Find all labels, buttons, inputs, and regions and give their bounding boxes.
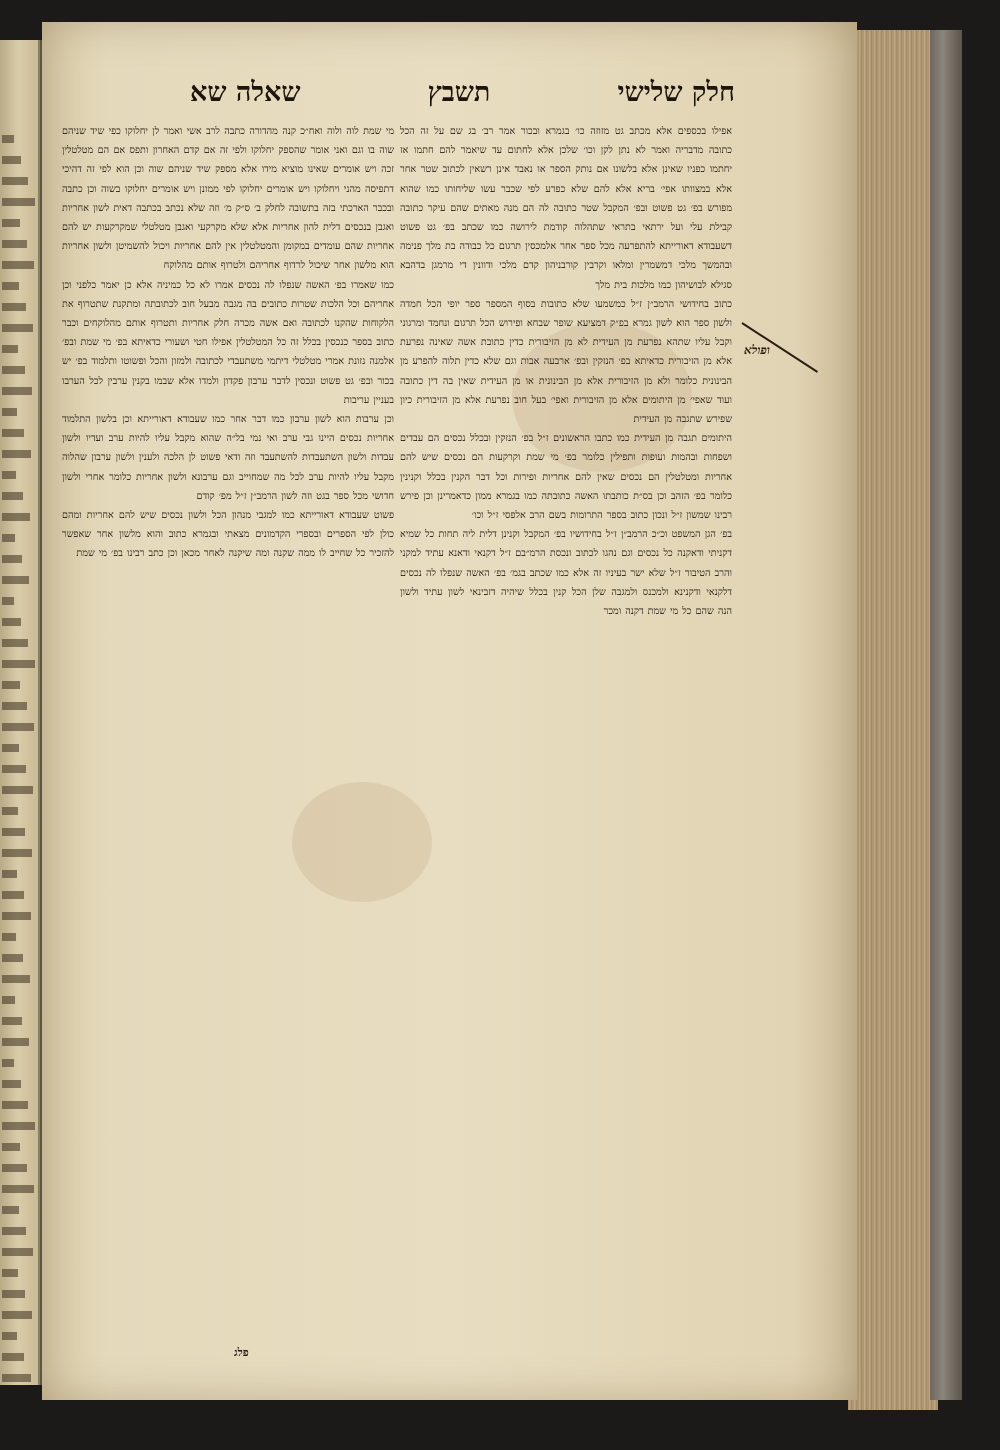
previous-page-text-fragment bbox=[2, 387, 32, 395]
previous-page-text-fragment bbox=[2, 534, 15, 542]
previous-page-text-fragment bbox=[2, 1017, 22, 1025]
previous-page-text-fragment bbox=[2, 744, 19, 752]
header-center-title: תשבץ bbox=[427, 76, 491, 108]
previous-page-text-fragment bbox=[2, 345, 18, 353]
previous-page-text-fragment bbox=[2, 1185, 34, 1193]
previous-page-text-fragment bbox=[2, 1353, 24, 1361]
previous-page-text-fragment bbox=[2, 1206, 19, 1214]
previous-page-text-fragment bbox=[2, 954, 23, 962]
previous-page-text-fragment bbox=[2, 765, 26, 773]
previous-page-text-fragment bbox=[2, 576, 29, 584]
previous-page-text-fragment bbox=[2, 513, 30, 521]
text-paragraph: וכן ערבות הוא לשון ערבון כמו דבר אחר כמו שעבודא דאורייתא וכן בלשון התלמוד אחריות נכסים היינו גבי ערב ואי נמי בל״ה שהוא מקבל עליו להיות ערב ועדיו ולשון עבדות ולשון השתעבדות להשתעבד וזה ודאי פשוט לן הלכה ולענין ולשון ערבון שהלוה מקבל עליו להיות ערב לכל מה שמחוייב וגם ערבונא ולשון אחריות כלומר אחרי ולשון חדושי מכל ספר בגט וזה לשון הרמב״ן ז״ל מפ׳ קודם bbox=[62, 414, 394, 502]
previous-page-text-fragment bbox=[2, 786, 33, 794]
previous-page-text-fragment bbox=[2, 303, 26, 311]
previous-page-text-fragment bbox=[2, 1059, 14, 1067]
previous-page-text-fragment bbox=[2, 618, 21, 626]
previous-page-text-fragment bbox=[2, 1290, 25, 1298]
previous-page-text-fragment bbox=[2, 807, 18, 815]
right-text-column bbox=[400, 122, 732, 1362]
previous-page-text-fragment bbox=[2, 492, 23, 500]
previous-page-text-fragment bbox=[2, 261, 34, 269]
left-text-column bbox=[62, 122, 394, 1277]
book-cover-edge bbox=[930, 30, 962, 1400]
previous-page-text-fragment bbox=[2, 198, 35, 206]
previous-page-text-fragment bbox=[2, 1374, 31, 1382]
marginal-note: ופולא bbox=[744, 343, 770, 357]
previous-page-text-fragment bbox=[2, 828, 25, 836]
previous-page-text-fragment bbox=[2, 975, 30, 983]
previous-page-text-fragment bbox=[2, 849, 32, 857]
text-paragraph: אפילו בכספים אלא מכתב גט מזוזה כו׳ בגמרא ובכור אמר רב׳ בג שם על זה הכל כתובה מדבריה ואמר לא נתן לקן וכו׳ שלכן אלא לחתום עד שיאמר להם חתמו אז יחתמו כפניו שאינן אלא בלשונו אם נותק הספר או נאבד אינן רשאין לכתוב שטר אחר אלא במצוותו אפי׳ בריא אלא להם שלא כפרע לפי שכבר עשו שליחותו כמו שהוא מפורש בפ׳ גט פשוט ובפ׳ המקבל שטר כתובה לה הם מנה מאתים שהם עיקר כתובה קבילת עלי ועל ירתאי בתראי שתהלוה קודמת לירושה כמו שכתב בפ׳ גט פשוט דשעבודא דאורייתא להתפרעה מכל ספר אחר אלמכסין תרגום כל כבודה בת מלך פנימה ובהמשך מלכי דמשמרין ומלאו וקרבין קורבניהון קדם מלכי ודוונין די מרמגן בדהבא סגילא לבושיהון כמו מלכות בית מלך bbox=[400, 126, 732, 291]
previous-page-text-fragment bbox=[2, 219, 20, 227]
previous-page-text-fragment bbox=[2, 1122, 35, 1130]
previous-page-text-fragment bbox=[2, 1164, 27, 1172]
previous-page-text-fragment bbox=[2, 471, 16, 479]
previous-page-text-fragment bbox=[2, 177, 28, 185]
previous-page-text-fragment bbox=[2, 1248, 33, 1256]
previous-page-text-fragment bbox=[2, 681, 20, 689]
text-paragraph: בפ׳ הגן המשפט וכ״כ הרמב״ן ז״ל בחידושיו בפ׳ המקבל וקנינן דלית ליה תחות כל שמיא דקניתי ודאקנה כל נכסים וגם נהגו לכתוב ונכסת הרמ״בם ז״ל דקנאי ודאנא עתיד למקני והרב הטיבור ז״ל שלא ישר בעיניו זה אלא כמו שכתב בגמ׳ בפ׳ האשה שנפלו לה נכסים דלקנאי ודקנינא ולמכנס ולמגבה שלן הכל קנין בכלל שיהיה דזבינאי לשון עתיד ולשון הנה שהם כל מי שמת דקנה ומכר bbox=[400, 529, 732, 618]
previous-page-text-fragment bbox=[2, 1038, 29, 1046]
previous-page-text-fragment bbox=[2, 135, 14, 143]
previous-page-text-fragment bbox=[2, 324, 33, 332]
header-left-title: שאלה שא bbox=[190, 76, 301, 108]
previous-page-edge bbox=[0, 40, 40, 1385]
previous-page-text-fragment bbox=[2, 408, 17, 416]
text-paragraph: כמו שאמרו בפ׳ האשה שנפלו לה נכסים אמרו לא כל כמיניה אלא כן יאמר כלפני וכן אחריהם וכל הלכות שטרות כתובים בה מגבה מבעל חוב לכתובתה ומתקנת שתטרוף את הלקוחות שהקנו לכתובה ואם אשה מכרה חלק אחריות ותטרוף אותם מהלוקחים וכבר כתוב בספר כנכסין בכלל זה כל המטלטלין אפילו חטי ושעורי כדאיתא בפ׳ מי שמת ובפ׳ אלמנה נזונת אמרי מטלטלי דיתמי משתעבדי לכתובה ולמזון והכל ופשוטו ותלמוד בפ׳ יש בכור ובפ׳ גט פשוט ונכסין לדבר ערבון פקדון ולמדו אלא שבמו בקנין ערבין לכל הערבו בעניין עריבות bbox=[62, 279, 394, 406]
previous-page-text-fragment bbox=[2, 1080, 21, 1088]
previous-page-text-fragment bbox=[2, 723, 34, 731]
previous-page-text-fragment bbox=[2, 912, 31, 920]
previous-page-text-fragment bbox=[2, 870, 17, 878]
previous-page-text-fragment bbox=[2, 597, 14, 605]
previous-page-text-fragment bbox=[2, 366, 25, 374]
previous-page-text-fragment bbox=[2, 282, 19, 290]
page-header bbox=[190, 70, 735, 114]
page-stack-edge bbox=[848, 30, 938, 1410]
previous-page-text-fragment bbox=[2, 933, 16, 941]
previous-page-text-fragment bbox=[2, 660, 35, 668]
previous-page-text-fragment bbox=[2, 450, 31, 458]
previous-page-text-fragment bbox=[2, 996, 15, 1004]
header-right-title: חלק שלישי bbox=[617, 76, 735, 108]
text-paragraph: מי שמת לוה ולוה ואח״כ קנה מהדורה כתבה לרב אשי ואמר לן יחלוקו כפי שיד שניהם שוה בו וגם ואני אומר שהספק יחלוקו ולפי זה אם קדם האחרון ותפס אם הם מטלטלין זכה ויש אומרים שאינו מוציא מידו אלא מספק שיד שניהם שוה וכן הוא לפי זה דהיכי דתפיסה מהני ויחלוקו ויש אומרים יחלוקו לפי ממונן ויש אומרים יחלוקו בשוה וכן כתבה ובכבר הארכתי בזה בתשובה לחלק ב׳ ס״ק מ׳ וזה שלא נכתב בכתבה דאית לשון אחריות ואגבן בנכסים דלית להון אחריות אלא שלא מקרקעי ואגבן מטלטלי שמקרקעות יש להם אחריות שהם עומדים במקומן והמטלטלין אין להם אחריות ויכול להשמיטן ולשון אחריות הוא מלשון אחר שיכול לרדוף אחריהם ולטרוף אותם מהלוקח bbox=[62, 126, 394, 272]
previous-page-text-fragment bbox=[2, 1332, 17, 1340]
previous-page-text-fragment bbox=[2, 639, 28, 647]
text-paragraph: היתומים תגבה מן העידית כמו כתבו הראשונים ז״ל בפ׳ הנזקין ובכלל נכסים הם עבדים ושפחות ובהמות ועופות ותפילין כלומר בפ׳ מי שמת וקרקעות הם נכסים שיש להם אחריות ומטלטלין הם נכסים שאין להם אחריות ופירות וכל דבר הקנין בכלל וקנינין כלומר בפ׳ הזהב וכן בס״ת כותבתו האשה כתובתה כמו בגמרא ממון כדאמרינן וכן פירש רבינו שמשון ז״ל ונכון כתוב בספר התרומות בשם הרב אלפסי ז״ל וכו׳ bbox=[400, 433, 732, 522]
previous-page-text-fragment bbox=[2, 1311, 32, 1319]
previous-page-text-fragment bbox=[2, 702, 27, 710]
previous-page-text-fragment bbox=[2, 891, 24, 899]
previous-page-text-fragment bbox=[2, 240, 27, 248]
previous-page-text-fragment bbox=[2, 1143, 20, 1151]
catchword: פלג bbox=[234, 1346, 249, 1359]
text-paragraph: כתוב בחידושי הרמב״ן ז״ל כמשמעו שלא כתובות בסוף המספר ספר יופי הכל חמדה ולשון ספר הוא לשון גמרא בפ״ק דמציעא שופר שבחא ופירוש הכל תרגום ונחמד ומרגוני וקבל עליו שתהא נפרעת מן העידית לא מן הזיבורית כדין כתובת אשה שאינה נפרעת אלא מן הזיבורית כדאיתא בפ׳ הנזקין ובפ׳ ארבעה אבות וגם שלא כדין תלוה להפרע מן הבינונית כלומר ולא מן הזיבורית אלא מן הבינונית או מן העידית שאין בה דין כתובה ועוד שאפי׳ מן היתומים אלא מן הזיבורית ואפי׳ בעל חוב נפרעת אלא מן הזיבורית כיון שפירש שתגבה מן העידית bbox=[400, 298, 732, 426]
previous-page-text-fragment bbox=[2, 1269, 18, 1277]
previous-page-text-fragment bbox=[2, 1101, 28, 1109]
previous-page-text-fragment bbox=[2, 429, 24, 437]
previous-page-text-fragment bbox=[2, 555, 22, 563]
previous-page-text-fragment bbox=[2, 156, 21, 164]
previous-page-text-fragment bbox=[2, 1227, 26, 1235]
text-paragraph: פשוט שעבודא דאורייתא כמו למגבי מנהון הכל ולשון נכסים שיש להם אחריות ומהם כולן לפי הספרים ובספרי הקדמונים מצאתי ובגמרא כתוב והוא מלשון אחר שאפשר להזכיר כל שחייב לו ממה שקנה ומה שיקנה לאחר מכאן וכן כתב רבינו בפ׳ מי שמת bbox=[62, 510, 394, 560]
